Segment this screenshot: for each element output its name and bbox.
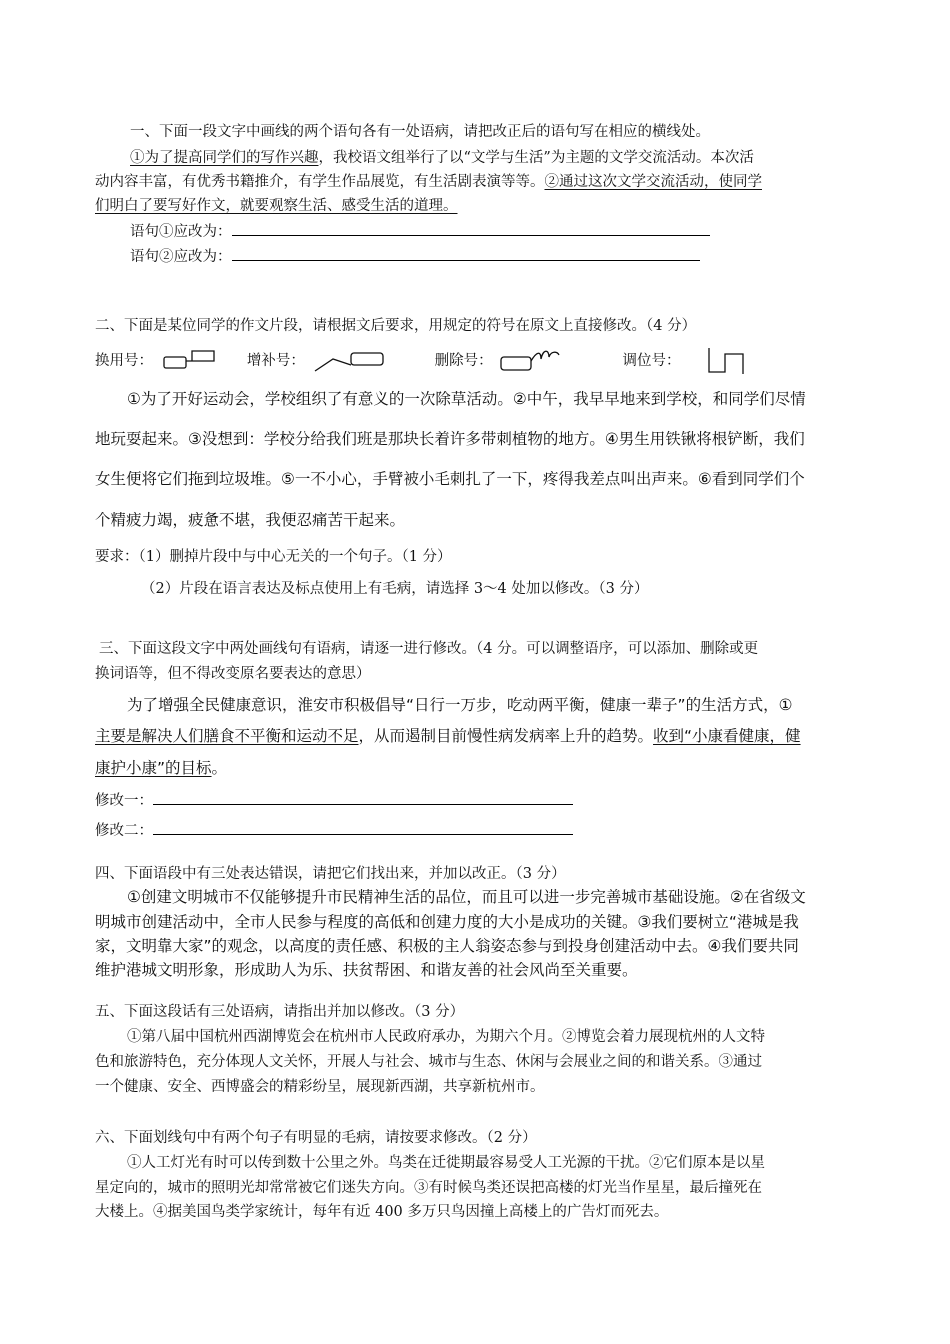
replace-symbol-label: 换用号： [95, 353, 153, 369]
q6-title: 六、下面划线句中有两个句子有明显的毛病，请按要求修改。（2 分） [95, 1130, 537, 1146]
q1-title: 一、下面一段文字中画线的两个语句各有一处语病，请把改正后的语句写在相应的横线处。 [130, 124, 710, 140]
answer-blank-line[interactable] [153, 790, 573, 806]
q1-text: 动内容丰富，有优秀书籍推介，有学生作品展览，有生活剧表演等等。 [95, 174, 545, 190]
q3-text: 。 [211, 759, 228, 777]
q5-para-line-2: 色和旅游特色，充分体现人文关怀，开展人与社会、城市与生态、休闲与会展业之间的和谐关系。③通过 [95, 1054, 762, 1070]
q2-para-line-1: ①为了开好运动会，学校组织了有意义的一次除草活动。②中午，我早早地来到学校，和同学们尽情 [127, 390, 806, 408]
q1-answer-2 [130, 245, 700, 266]
q3-para-line-3 [95, 756, 227, 778]
q1-para-line-2 [95, 170, 762, 191]
q4-title: 四、下面语段中有三处表达错误，请把它们找出来，并加以改正。（3 分） [95, 866, 566, 882]
q2-para-line-3: 女生便将它们拖到垃圾堆。⑤一不小心，手臂被小毛刺扎了一下，疼得我差点叫出声来。⑥看到同学们个 [95, 470, 805, 488]
answer-label: 修改一： [95, 793, 153, 809]
q4-para-line-1: ①创建文明城市不仅能够提升市民精神生活的品位，而且可以进一步完善城市基础设施。②在省级文 [127, 888, 806, 906]
q5-para-line-3: 一个健康、安全、西博盛会的精彩纷呈，展现新西湖，共享新杭州市。 [95, 1079, 545, 1095]
answer-blank-line[interactable] [232, 221, 710, 237]
delete-symbol-label: 删除号： [434, 353, 493, 369]
q3-underlined-sentence-2-cont: 康护小康”的目标 [95, 759, 212, 777]
q1-underlined-sentence-1: ①为了提高同学们的写作兴趣 [130, 150, 319, 166]
q2-symbol-row [95, 346, 755, 376]
q5-title: 五、下面这段话有三处语病，请指出并加以修改。（3 分） [95, 1004, 465, 1020]
q6-para-line-1: ①人工灯光有时可以传到数十公里之外。鸟类在迁徙期最容易受人工光源的干扰。②它们原本是以星 [127, 1155, 765, 1171]
q3-para-line-2 [95, 724, 801, 746]
q2-para-line-2: 地玩耍起来。③没想到：学校分给我们班是那块长着许多带刺植物的地方。④男生用铁锹将根铲断，我们 [95, 430, 805, 448]
q1-answer-1 [130, 220, 710, 241]
answer-blank-line[interactable] [232, 246, 700, 262]
replace-mark-icon [158, 347, 220, 375]
q3-underlined-sentence-2: 收到“小康看健康，健 [653, 727, 801, 745]
q4-para-line-2: 明城市创建活动中，全市人民参与程度的高低和创建力度的大小是成功的关键。③我们要树立“港城是我 [95, 913, 799, 931]
q3-answer-2 [95, 819, 573, 840]
q2-para-line-4: 个精疲力竭，疲惫不堪，我便忍痛苦干起来。 [95, 511, 406, 529]
q2-requirement-2: （2）片段在语言表达及标点使用上有毛病，请选择 3～4 处加以修改。（3 分） [141, 581, 649, 597]
answer-label: 修改二： [95, 823, 153, 839]
q2-title: 二、下面是某位同学的作文片段，请根据文后要求，用规定的符号在原文上直接修改。（4 分） [95, 318, 697, 334]
q4-para-line-4: 维护港城文明形象，形成助人为乐、扶贫帮困、和谐友善的社会风尚至关重要。 [95, 961, 638, 979]
q3-text: ，从而遏制目前慢性病发病率上升的趋势。 [358, 727, 654, 745]
q1-text: ，我校语文组举行了以“文学与生活”为主题的文学交流活动。本次活 [318, 150, 754, 166]
q1-underlined-sentence-2-cont: 们明白了要写好作文，就要观察生活、感受生活的道理。 [95, 198, 458, 214]
q3-title-line-2: 换词语等，但不得改变原名要表达的意思） [95, 666, 371, 682]
q4-para-line-3: 家，文明靠大家”的观念，以高度的责任感、积极的主人翁姿态参与到投身创建活动中去。④我们要共同 [95, 937, 799, 955]
insert-mark-icon [309, 347, 389, 375]
q6-para-line-3: 大楼上。④据美国鸟类学家统计，每年有近 400 多万只鸟因撞上高楼上的广告灯而死去。 [95, 1204, 669, 1220]
reorder-mark-icon [685, 346, 755, 376]
q1-underlined-sentence-2: ②通过这次文学交流活动，使同学 [544, 174, 762, 190]
answer-label: 语句①应改为： [130, 224, 232, 240]
q3-underlined-sentence-1: 主要是解决人们膳食不平衡和运动不足 [95, 727, 359, 745]
q6-para-line-2: 星定向的，城市的照明光却常常被它们迷失方向。③有时候鸟类还误把高楼的灯光当作星星，最后撞死在 [95, 1180, 762, 1196]
insert-symbol-label: 增补号： [246, 353, 305, 369]
delete-mark-icon [497, 347, 575, 375]
q3-answer-1 [95, 789, 573, 810]
q1-para-line-3 [95, 194, 458, 215]
q2-requirement-1: 要求：（1）删掉片段中与中心无关的一个句子。（1 分） [95, 549, 452, 565]
q3-para-line-1: 为了增强全民健康意识，淮安市积极倡导“日行一万步，吃动两平衡，健康一辈子”的生活方式，① [127, 696, 793, 714]
q3-title-line-1: 三、下面这段文字中两处画线句有语病，请逐一进行修改。（4 分。可以调整语序，可以添加、删除或更 [99, 641, 759, 657]
reorder-symbol-label: 调位号： [622, 353, 681, 369]
q1-para-line-1 [130, 146, 754, 167]
answer-blank-line[interactable] [153, 820, 573, 836]
q5-para-line-1: ①第八届中国杭州西湖博览会在杭州市人民政府承办，为期六个月。②博览会着力展现杭州的人文特 [127, 1029, 765, 1045]
answer-label: 语句②应改为： [130, 249, 232, 265]
